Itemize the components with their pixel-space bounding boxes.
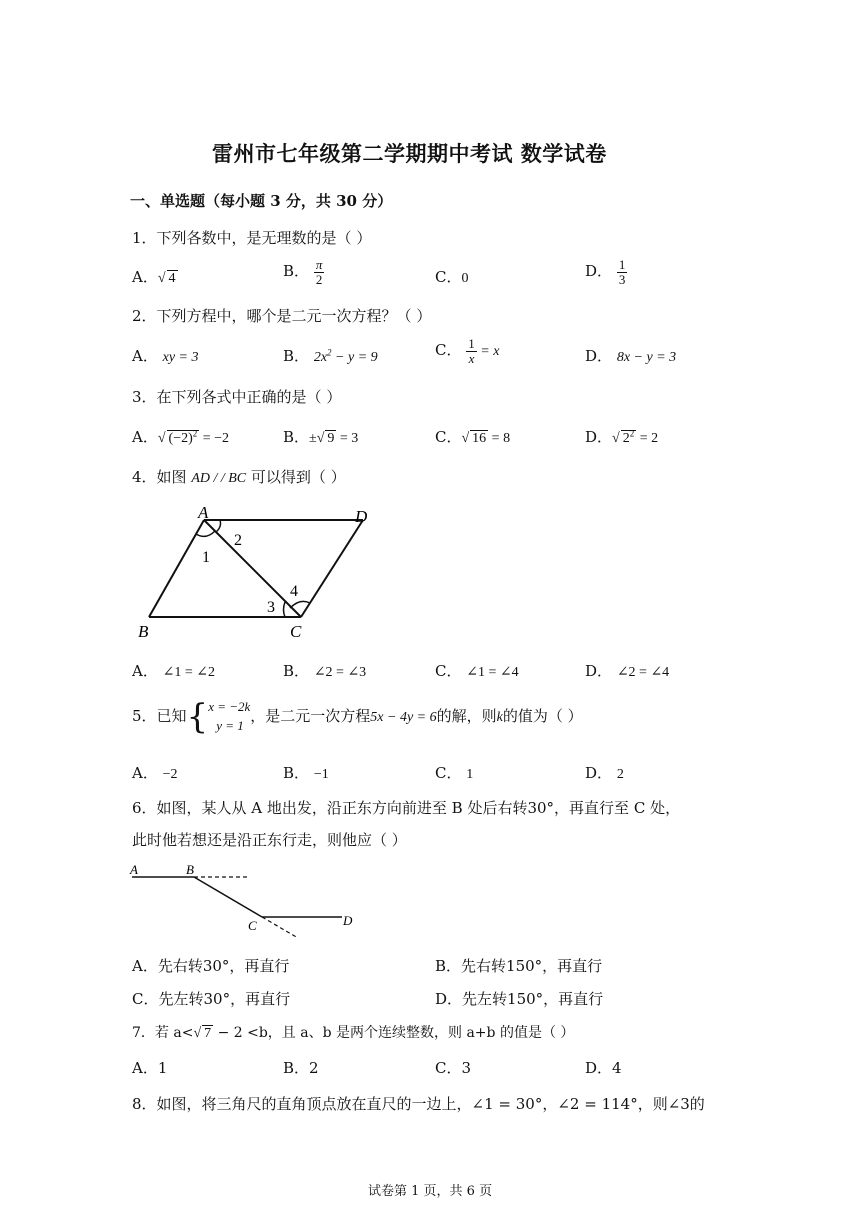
stem-math: AD / / BC	[191, 471, 247, 486]
option-label: D．	[585, 428, 613, 446]
question-1-stem: 1．下列各数中，是无理数的是（ ）	[132, 229, 372, 247]
option-label: D．	[585, 662, 613, 680]
variable-k: k	[496, 709, 503, 725]
q7-option-b[interactable]: B．2	[283, 1059, 319, 1077]
fraction-numerator: 1	[618, 257, 626, 272]
stem-part: 的值为（ ）	[502, 706, 583, 725]
option-value: −2	[162, 767, 178, 782]
page-footer: 试卷第 1 页，共 6 页	[368, 1184, 493, 1199]
q7-option-a[interactable]: A．1	[132, 1059, 168, 1077]
option-value: 2	[616, 767, 624, 782]
option-label: B．	[283, 262, 310, 281]
system-line-2: y = 1	[216, 717, 244, 733]
vertex-b-label: B	[138, 622, 149, 641]
parallelogram-figure	[130, 500, 380, 645]
radicand: 9	[327, 431, 335, 446]
stem-part: 可以得到（ ）	[246, 468, 346, 486]
expr-part: = x	[476, 344, 500, 360]
radicand: 16	[472, 431, 487, 446]
q1-option-d[interactable]	[585, 258, 627, 286]
fraction-denominator: 3	[618, 271, 626, 287]
side-dc	[301, 520, 363, 617]
q1-option-b[interactable]	[283, 258, 324, 286]
angle-1-arc	[196, 531, 215, 536]
angle-4-label: 4	[290, 583, 298, 600]
vertex-d-label: D	[355, 507, 368, 526]
question-8-stem: 8．如图，将三角尺的直角顶点放在直尺的一边上，∠1 = 30°，∠2 = 114°，则∠3的	[132, 1095, 705, 1113]
option-value: 1	[466, 767, 474, 782]
angle-2-arc	[216, 520, 221, 532]
question-6-line-2: 此时他若想还是沿正东行走，则他应（ ）	[132, 831, 407, 849]
q5-option-c[interactable]	[435, 762, 473, 783]
option-label: A．	[132, 662, 158, 680]
equation: 5x − 4y = 6	[370, 709, 437, 725]
expr-part: = 3	[336, 431, 359, 446]
option-expression: ∠2 = ∠4	[616, 665, 670, 680]
expr-part: 2x	[313, 350, 328, 365]
option-label: C．	[435, 341, 462, 360]
exponent: 2	[327, 347, 332, 358]
radicand: 7	[204, 1026, 212, 1041]
q4-option-b[interactable]	[283, 660, 366, 681]
stem-part: 5．已知	[132, 706, 187, 725]
point-c-label: C	[248, 918, 257, 933]
option-label: B．	[283, 347, 310, 365]
section-heading: 一、单选题（每小题 3 分，共 30 分）	[130, 192, 393, 210]
q6-option-c[interactable]: C．先左转30°，再直行	[132, 990, 291, 1008]
q2-option-d[interactable]	[585, 345, 676, 366]
expr-part: = 8	[488, 431, 511, 446]
question-6-line-1: 6．如图，某人从 A 地出发，沿正东方向前进至 B 处后右转30°，再直行至 C 处，	[132, 799, 681, 817]
sqrt-radicand: 4	[168, 271, 176, 286]
page-title: 雷州市七年级第二学期期中考试 数学试卷	[212, 141, 607, 166]
q3-option-a[interactable]: A．√ $(-2)^2 = -2$	[132, 428, 230, 446]
fraction-denominator: x	[468, 350, 475, 366]
stem-part: − 2 <b，且 a、b 是两个连续整数，则 a+b 的值是（ ）	[213, 1025, 575, 1041]
q6-option-d[interactable]: D．先左转150°，再直行	[435, 990, 604, 1008]
point-d-label: D	[343, 913, 353, 928]
expr-part: = −2	[199, 431, 230, 446]
angle-3-label: 3	[267, 599, 275, 616]
point-b-label: B	[186, 862, 194, 877]
option-expression: ∠1 = ∠4	[466, 665, 519, 680]
q4-option-c[interactable]	[435, 660, 519, 681]
route-figure	[128, 858, 368, 946]
q7-option-d[interactable]: D．4	[585, 1059, 622, 1077]
extension-bc-dashed	[262, 917, 298, 938]
expr-part: − y = 9	[331, 350, 378, 365]
q1-option-a[interactable]: A．√ 4	[132, 268, 176, 286]
stem-part: 7．若 a<	[132, 1025, 194, 1041]
q2-option-a[interactable]	[132, 345, 199, 366]
angle-1-label: 1	[202, 549, 210, 566]
q4-option-a[interactable]	[132, 660, 215, 681]
question-4-stem	[132, 466, 346, 487]
question-3-stem: 3．在下列各式中正确的是（ ）	[132, 388, 342, 406]
q2-option-b[interactable]	[283, 345, 378, 366]
stem-part: 的解，则	[436, 706, 497, 725]
q5-option-d[interactable]	[585, 762, 624, 783]
option-value: −1	[313, 767, 329, 782]
q1-option-c[interactable]	[435, 266, 468, 287]
option-expression: ∠1 = ∠2	[162, 665, 215, 680]
angle-3-arc	[284, 602, 286, 617]
option-label: C．	[435, 268, 462, 286]
fraction-denominator: 2	[315, 271, 323, 287]
option-label: C．	[435, 662, 462, 680]
q7-option-c[interactable]: C．3	[435, 1059, 472, 1077]
option-label: C．	[435, 764, 462, 782]
vertex-a-label: A	[198, 503, 209, 522]
point-a-label: A	[130, 862, 138, 877]
option-label: D．	[585, 764, 613, 782]
brace-symbol: {	[186, 696, 209, 737]
option-expression: ∠2 = ∠3	[313, 665, 367, 680]
option-expression: xy = 3	[162, 350, 199, 365]
q3-option-c[interactable]: C．√ 16 = 8	[435, 428, 511, 446]
system-line-1: x = −2k	[208, 699, 251, 714]
option-expression: 8x − y = 3	[616, 350, 677, 365]
option-label: A．	[132, 428, 158, 446]
question-7-stem: 7．若 a<√ 7 − 2 <b，且 a、b 是两个连续整数，则 a+b 的值是（ ）	[132, 1025, 575, 1041]
question-5-stem	[132, 698, 583, 736]
option-label: B．	[283, 662, 310, 680]
expr-part: = 2	[636, 431, 659, 446]
option-label: B．	[283, 764, 310, 782]
option-label: D．	[585, 347, 613, 365]
q6-option-b[interactable]: B．先右转150°，再直行	[435, 957, 603, 975]
option-label: D．	[585, 262, 613, 281]
stem-part: ，是二元一次方程	[250, 706, 371, 725]
exponent: 2	[192, 428, 198, 439]
radicand: 2	[622, 431, 630, 446]
q6-option-a[interactable]: A．先右转30°，再直行	[132, 957, 290, 975]
option-label: A．	[132, 764, 158, 782]
q4-option-d[interactable]	[585, 660, 669, 681]
segment-bc	[194, 877, 262, 917]
stem-part: 4．如图	[132, 468, 192, 486]
fraction-numerator: π	[315, 257, 323, 272]
option-label: C．	[435, 428, 462, 446]
q5-option-b[interactable]	[283, 762, 329, 783]
diagonal-ac	[204, 520, 301, 617]
radicand: (−2)	[168, 431, 193, 446]
exponent: 2	[629, 428, 635, 439]
angle-2-label: 2	[234, 532, 242, 549]
q2-option-c[interactable]	[435, 337, 499, 365]
vertex-c-label: C	[290, 622, 302, 641]
question-2-stem: 2．下列方程中，哪个是二元一次方程？（ ）	[132, 307, 432, 325]
option-label: B．	[283, 428, 310, 446]
q3-option-b[interactable]: B．±√ 9 = 3	[283, 428, 359, 446]
expr-part: ±	[309, 431, 317, 446]
option-label: A．	[132, 268, 158, 286]
option-value: 0	[461, 271, 469, 286]
q3-option-d[interactable]: D．√ $2^2 = 2$	[585, 428, 659, 446]
fraction-numerator: 1	[468, 336, 475, 351]
q5-option-a[interactable]	[132, 762, 178, 783]
option-label: A．	[132, 347, 158, 365]
